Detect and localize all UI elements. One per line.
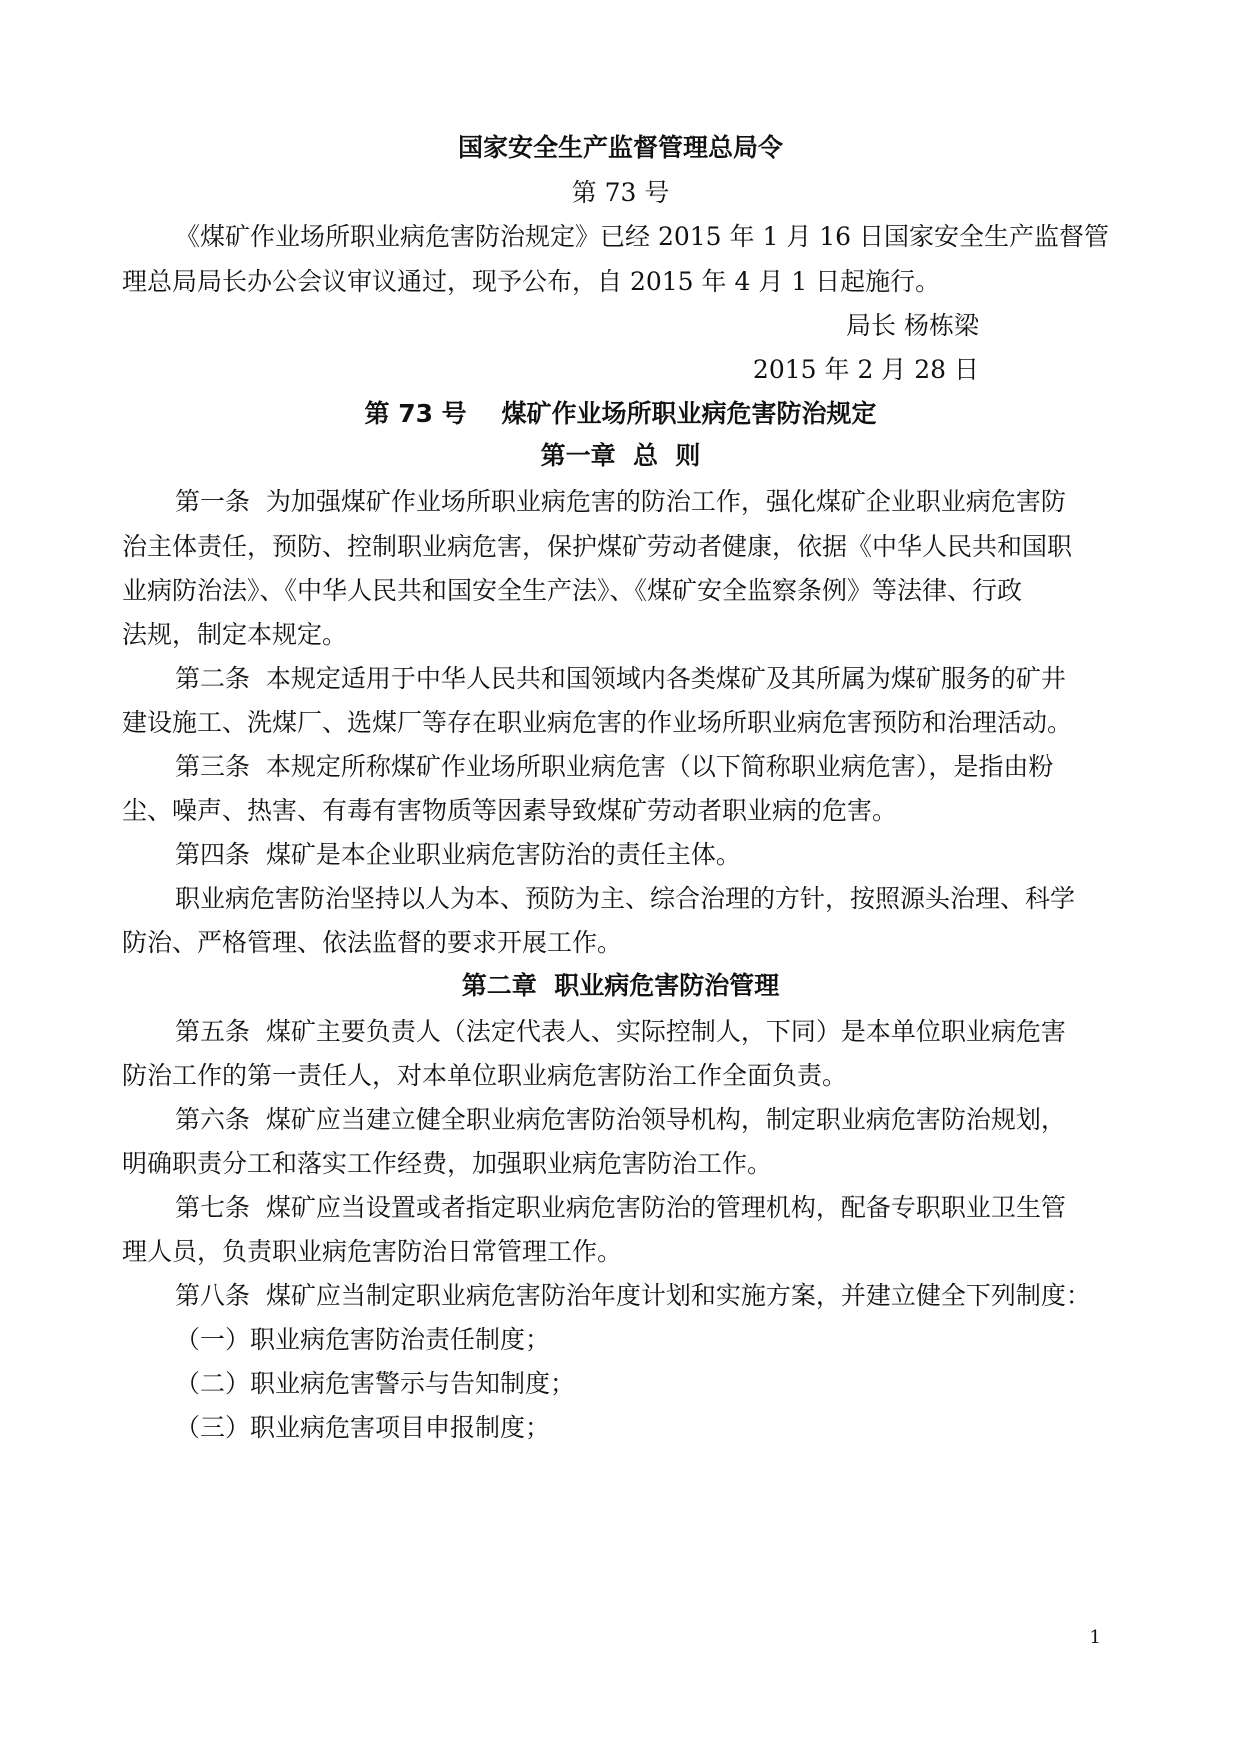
- article-2-line: 第二条 本规定适用于中华人民共和国领域内各类煤矿及其所属为煤矿服务的矿井: [175, 664, 1066, 693]
- list-item: （三）职业病危害项目申报制度；: [175, 1413, 551, 1442]
- article-1-line: 第一条 为加强煤矿作业场所职业病危害的防治工作，强化煤矿企业职业病危害防: [175, 487, 1066, 516]
- announcement-line: 理总局局长办公会议审议通过，现予公布，自 2015 年 4 月 1 日起施行。: [122, 267, 941, 296]
- article-5-line: 第五条 煤矿主要负责人（法定代表人、实际控制人，下同）是本单位职业病危害: [175, 1017, 1066, 1046]
- article-3-line: 尘、噪声、热害、有毒有害物质等因素导致煤矿劳动者职业病的危害。: [122, 796, 898, 825]
- article-8-line: 第八条 煤矿应当制定职业病危害防治年度计划和实施方案，并建立健全下列制度：: [175, 1281, 1091, 1310]
- article-6-line: 第六条 煤矿应当建立健全职业病危害防治领导机构，制定职业病危害防治规划，: [175, 1105, 1066, 1134]
- list-item: （一）职业病危害防治责任制度；: [175, 1325, 551, 1354]
- article-3-line: 第三条 本规定所称煤矿作业场所职业病危害（以下简称职业病危害），是指由粉: [175, 752, 1054, 781]
- order-number: 第 73 号: [571, 178, 670, 207]
- chapter-heading: 第一章 总 则: [540, 441, 701, 470]
- chapter-heading: 第二章 职业病危害防治管理: [461, 971, 780, 1000]
- signature-date: 2015 年 2 月 28 日: [752, 355, 979, 384]
- article-7-line: 第七条 煤矿应当设置或者指定职业病危害防治的管理机构，配备专职职业卫生管: [175, 1193, 1066, 1222]
- article-7-line: 理人员，负责职业病危害防治日常管理工作。: [122, 1237, 623, 1266]
- list-item: （二）职业病危害警示与告知制度；: [175, 1369, 576, 1398]
- article-1-line: 法规，制定本规定。: [122, 620, 348, 649]
- regulation-title: 第 73 号 煤矿作业场所职业病危害防治规定: [364, 399, 877, 428]
- order-title: 国家安全生产监督管理总局令: [457, 133, 783, 162]
- article-4-para-line: 职业病危害防治坚持以人为本、预防为主、综合治理的方针，按照源头治理、科学: [175, 884, 1076, 913]
- article-6-line: 明确职责分工和落实工作经费，加强职业病危害防治工作。: [122, 1149, 773, 1178]
- article-4-para-line: 防治、严格管理、依法监督的要求开展工作。: [122, 928, 623, 957]
- article-1-line: 治主体责任，预防、控制职业病危害，保护煤矿劳动者健康，依据《中华人民共和国职: [122, 532, 1073, 561]
- article-4-line: 第四条 煤矿是本企业职业病危害防治的责任主体。: [175, 840, 741, 869]
- page-number: 1: [1089, 1627, 1101, 1648]
- signer: 局长 杨栋梁: [846, 311, 979, 340]
- article-2-line: 建设施工、洗煤厂、选煤厂等存在职业病危害的作业场所职业病危害预防和治理活动。: [122, 708, 1073, 737]
- article-5-line: 防治工作的第一责任人，对本单位职业病危害防治工作全面负责。: [122, 1061, 848, 1090]
- article-1-line: 业病防治法》、《中华人民共和国安全生产法》、《煤矿安全监察条例》等法律、行政: [122, 576, 1023, 605]
- announcement-line: 《煤矿作业场所职业病危害防治规定》已经 2015 年 1 月 16 日国家安全生产监督管: [175, 222, 1110, 251]
